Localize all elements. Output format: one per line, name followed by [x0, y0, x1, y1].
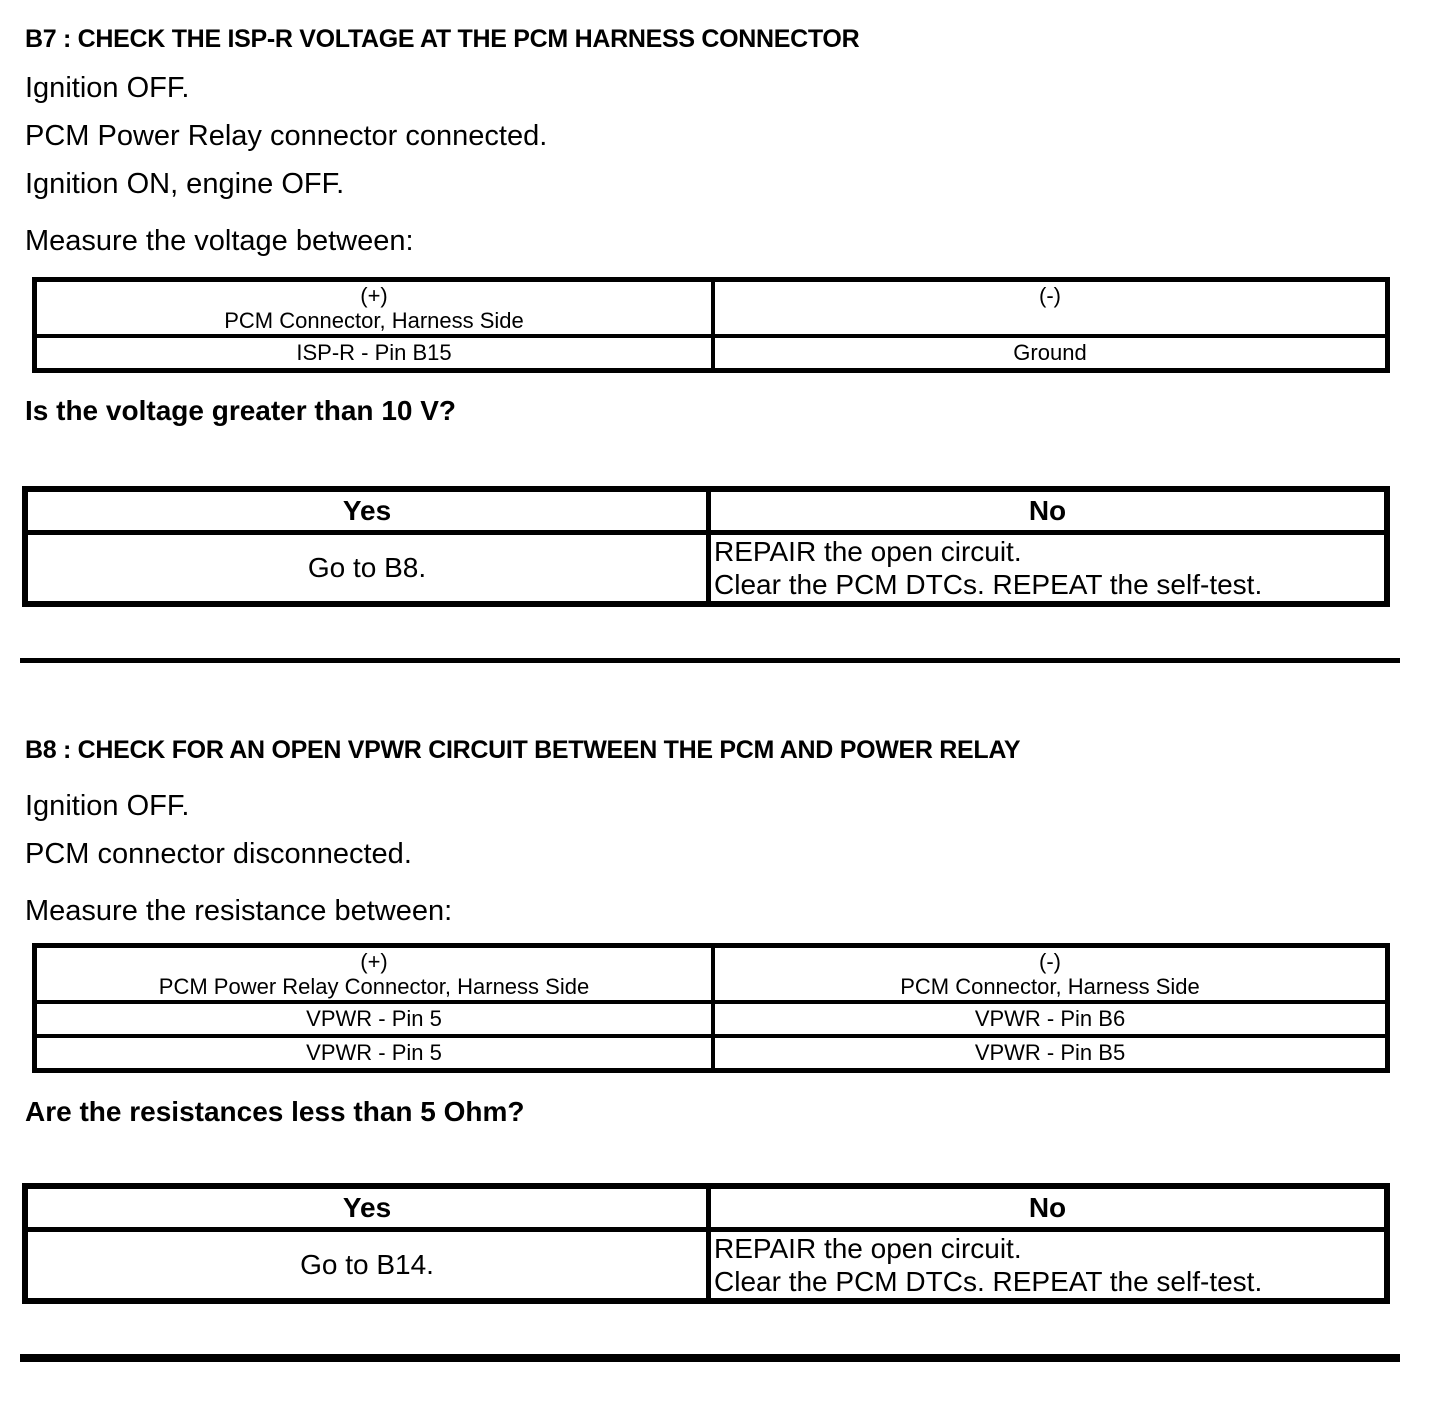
section-b7 — [0, 24, 1440, 607]
section-b8 — [0, 735, 1440, 1304]
decision-table — [22, 486, 1390, 607]
table-row — [37, 1000, 1385, 1034]
procedure-step: Ignition ON, engine OFF. — [25, 168, 345, 200]
polarity-label: (+) — [360, 283, 388, 308]
measure-intro: Measure the voltage between: — [25, 225, 414, 257]
yes-header-cell: Yes — [342, 495, 392, 526]
no-header-cell: No — [706, 1189, 1384, 1227]
no-action-cell — [706, 535, 1384, 601]
procedure-step: Ignition OFF. — [25, 72, 190, 104]
polarity-label: (-) — [1039, 283, 1061, 308]
table-row — [37, 1034, 1385, 1068]
page-root — [0, 24, 1440, 1422]
table-cell: VPWR - Pin 5 — [306, 1040, 442, 1065]
no-action-cell — [706, 1232, 1384, 1298]
connector-label: PCM Connector, Harness Side — [224, 308, 524, 333]
table-header-row — [37, 282, 1385, 334]
question: Is the voltage greater than 10 V? — [25, 395, 457, 426]
section-heading: B8 : CHECK FOR AN OPEN VPWR CIRCUIT BETWEEN THE PCM AND POWER RELAY — [25, 736, 1021, 764]
decision-table — [22, 1183, 1390, 1304]
yes-action-cell: Go to B8. — [307, 552, 427, 583]
measure-table — [32, 277, 1390, 373]
section-heading: B7 : CHECK THE ISP-R VOLTAGE AT THE PCM HARNESS CONNECTOR — [25, 25, 860, 53]
table-cell: VPWR - Pin B5 — [711, 1038, 1385, 1068]
polarity-label: (+) — [360, 949, 388, 974]
procedure-step: Ignition OFF. — [25, 790, 190, 822]
table-cell: Ground — [711, 338, 1385, 368]
yes-action-cell: Go to B14. — [300, 1249, 434, 1280]
section-divider — [20, 658, 1400, 663]
table-header-row — [28, 492, 1384, 530]
no-action-line: REPAIR the open circuit. — [714, 1233, 1022, 1264]
polarity-label: (-) — [1039, 949, 1061, 974]
connector-label: PCM Power Relay Connector, Harness Side — [158, 974, 590, 999]
table-row — [37, 334, 1385, 368]
table-cell: VPWR - Pin B6 — [711, 1004, 1385, 1034]
bottom-rule — [20, 1354, 1400, 1362]
table-row — [28, 530, 1384, 601]
table-header-row — [37, 948, 1385, 1000]
minus-header-cell — [711, 948, 1385, 1000]
connector-label: PCM Connector, Harness Side — [900, 974, 1200, 999]
table-cell: VPWR - Pin 5 — [306, 1006, 442, 1031]
table-cell: ISP-R - Pin B15 — [296, 340, 452, 365]
no-action-line: REPAIR the open circuit. — [714, 536, 1022, 567]
no-action-line: Clear the PCM DTCs. REPEAT the self-test. — [714, 569, 1263, 600]
measure-table — [32, 943, 1390, 1073]
procedure-step: PCM Power Relay connector connected. — [25, 120, 548, 152]
minus-header-cell — [711, 282, 1385, 334]
plus-header-cell — [37, 282, 711, 334]
plus-header-cell — [37, 948, 711, 1000]
no-header-cell: No — [706, 492, 1384, 530]
question: Are the resistances less than 5 Ohm? — [25, 1096, 525, 1127]
table-row — [28, 1227, 1384, 1298]
no-action-line: Clear the PCM DTCs. REPEAT the self-test. — [714, 1266, 1263, 1297]
yes-header-cell: Yes — [342, 1192, 392, 1223]
table-header-row — [28, 1189, 1384, 1227]
procedure-step: PCM connector disconnected. — [25, 838, 412, 870]
measure-intro: Measure the resistance between: — [25, 895, 453, 927]
